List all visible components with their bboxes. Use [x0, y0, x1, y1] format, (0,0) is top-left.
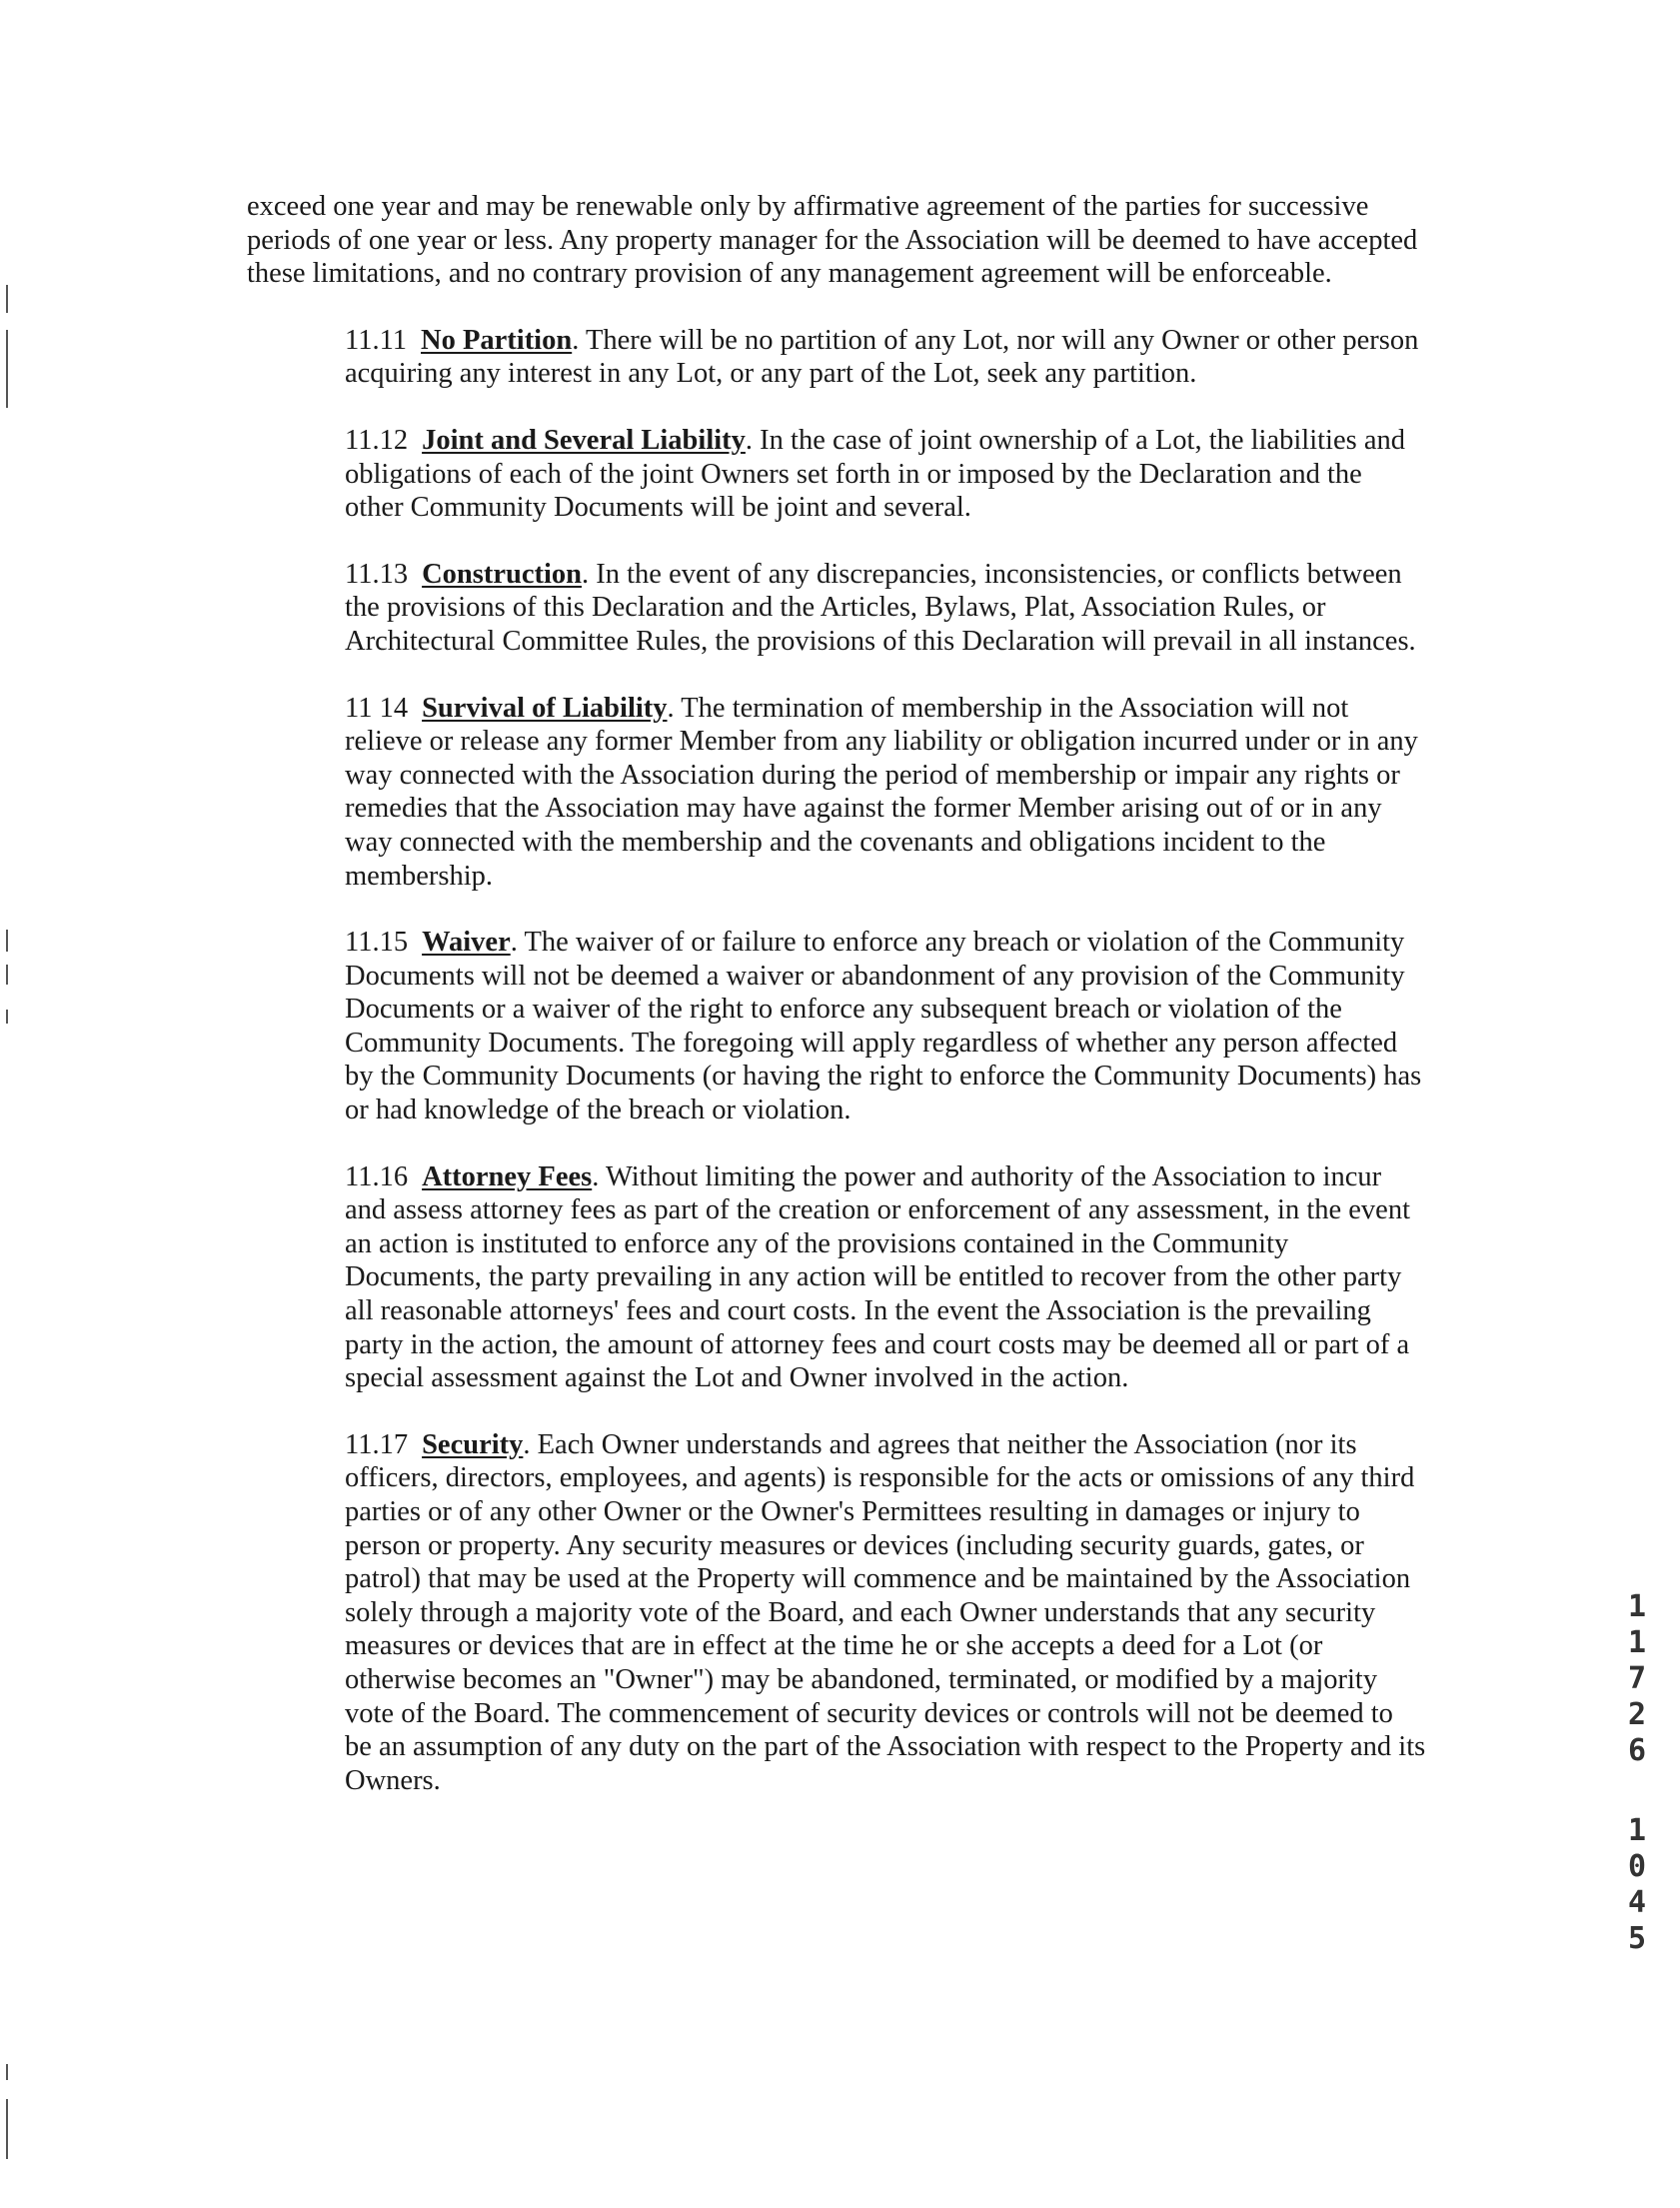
- section-text: . The termination of membership in the Association will not relieve or release any former Member from any liability or obligation incurred under or in any way connected with the Association during the period of membership or impair any rights or remedies that the Association may have against the former Member arising out of or in any way connected with the membership and the covenants and obligations incident to the membership.: [345, 692, 1418, 892]
- section-text: . There will be no partition of any Lot, nor will any Owner or other person acquiring any interest in any Lot, or any part of the Lot, seek any partition.: [345, 324, 1419, 390]
- section-heading: Construction: [422, 558, 583, 590]
- section-number: 11 14: [345, 692, 409, 724]
- section-11-15: [247, 926, 1426, 1127]
- section-11-14: [247, 692, 1426, 894]
- section-heading: No Partition: [421, 324, 573, 356]
- section-heading: Survival of Liability: [422, 692, 668, 724]
- margin-mark: [6, 285, 8, 313]
- section-heading: Waiver: [422, 927, 511, 959]
- section-11-17: [247, 1428, 1426, 1798]
- section-11-11: [247, 324, 1426, 391]
- section-text: . Without limiting the power and authority of the Association to incur and assess attorney fees as part of the creation or enforcement of any assessment, in the event an action is instituted to enforce any of the provisions contained in the Community Documents, the party prevailing in any action will be entitled to recover from the other party all reasonable attorneys' fees and court costs. In the event the Association is the prevailing party in the action, the amount of attorney fees and court costs may be deemed all or part of a special assessment against the Lot and Owner involved in the action.: [345, 1160, 1410, 1394]
- section-number: 11.11: [345, 324, 408, 356]
- section-number: 11.13: [345, 558, 409, 590]
- section-number: 11.15: [345, 927, 409, 959]
- section-11-16: [247, 1160, 1426, 1395]
- section-11-12: [247, 424, 1426, 525]
- continuation-paragraph: exceed one year and may be renewable only by affirmative agreement of the parties for successive periods of one year or less. Any property manager for the Association will be deemed to have accepted these limitations, and no contrary provision of any management agreement will be enforceable.: [247, 191, 1418, 290]
- section-number: 11.17: [345, 1428, 409, 1460]
- filing-stamp: [1619, 1589, 1655, 1957]
- section-number: 11.16: [345, 1160, 409, 1192]
- filing-number-part2: 1045: [1627, 1813, 1647, 1956]
- section-number: 11.12: [345, 424, 409, 456]
- section-text: . In the event of any discrepancies, inconsistencies, or conflicts between the provisions of this Declaration and the Articles, Bylaws, Plat, Association Rules, or Architectural Committee Rules, the provisions of this Declaration will prevail in all instances.: [345, 558, 1416, 657]
- margin-mark: [6, 330, 8, 408]
- section-heading: Joint and Several Liability: [422, 424, 746, 456]
- filing-number-part1: 11726: [1627, 1589, 1647, 1768]
- margin-mark: [6, 930, 8, 952]
- margin-mark: [6, 965, 8, 985]
- section-text: . In the case of joint ownership of a Lot, the liabilities and obligations of each of the joint Owners set forth in or imposed by the Declaration and the other Community Documents will be joint and several.: [345, 424, 1405, 524]
- document-body: [247, 190, 1426, 1830]
- margin-mark: [6, 1010, 8, 1024]
- section-11-13: [247, 558, 1426, 659]
- section-heading: Attorney Fees: [422, 1160, 593, 1192]
- margin-mark: [6, 2099, 8, 2159]
- section-text: . The waiver of or failure to enforce any breach or violation of the Community Documents will not be deemed a waiver or abandonment of any provision of the Community Documents or a waiver of the right to enforce any subsequent breach or violation of the Community Documents. The foregoing will apply regardless of whether any person affected by the Community Documents (or having the right to enforce the Community Documents) has or had knowledge of the breach or violation.: [345, 927, 1422, 1126]
- section-heading: Security: [422, 1428, 524, 1460]
- section-text: . Each Owner understands and agrees that neither the Association (nor its officers, directors, employees, and agents) is responsible for the acts or omissions of any third parties or of any other Owner or the Owner's Permittees resulting in damages or injury to person or property. Any security measures or devices (including security guards, gates, or patrol) that may be used at the Property will commence and be maintained by the Association solely through a majority vote of the Board, and each Owner understands that any security measures or devices that are in effect at the time he or she accepts a deed for a Lot (or otherwise becomes an "Owner") may be abandoned, terminated, or modified by a majority vote of the Board. The commencement of security devices or controls will not be deemed to be an assumption of any duty on the part of the Association with respect to the Property and its Owners.: [345, 1428, 1426, 1796]
- margin-mark: [6, 2064, 8, 2080]
